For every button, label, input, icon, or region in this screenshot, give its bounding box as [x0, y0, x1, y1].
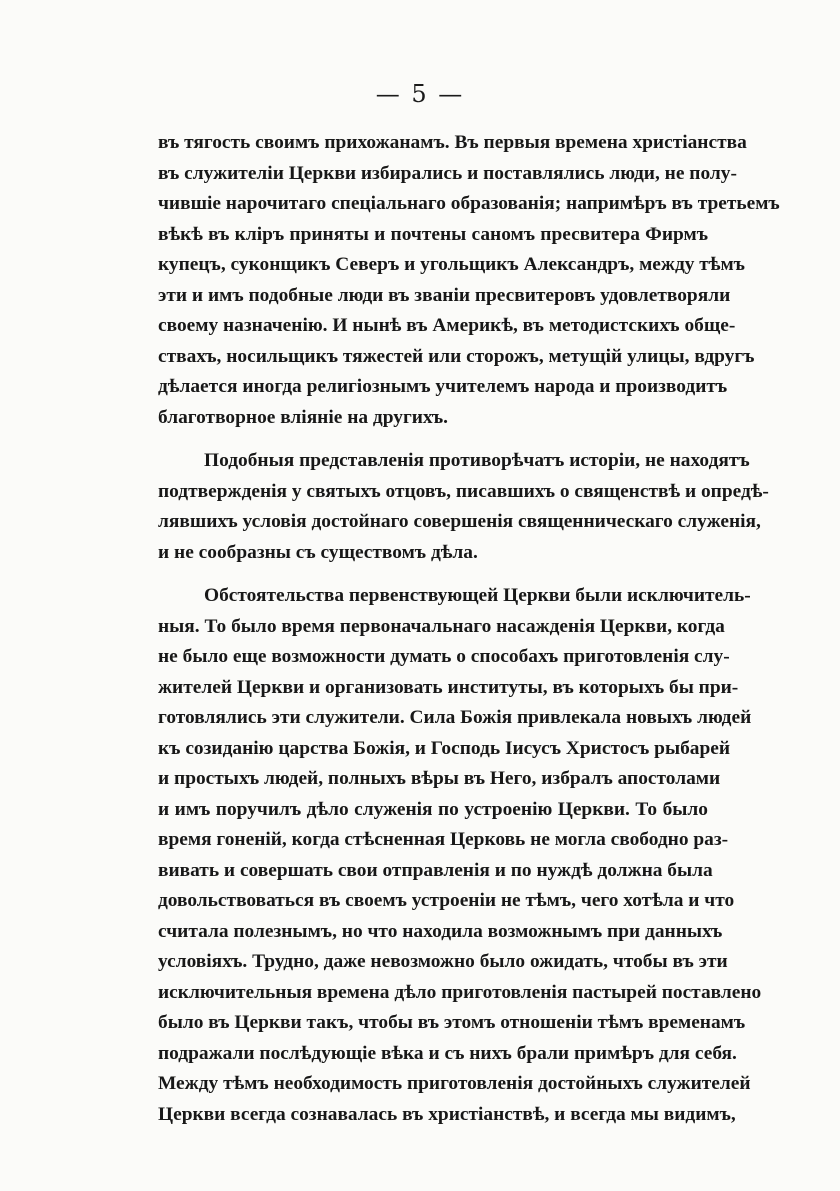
paragraph — [158, 581, 762, 1130]
text-line: дѣлается иногда религіознымъ учителемъ народа и производитъ — [158, 376, 728, 397]
text-line: купецъ, суконщикъ Северъ и угольщикъ Александръ, между тѣмъ — [158, 254, 745, 275]
text-line: въ тягость своимъ прихожанамъ. Въ первыя времена христіанства — [158, 132, 747, 153]
text-line: ныя. То было время первоначальнаго насажденія Церкви, когда — [158, 615, 725, 637]
page-number: — 5 — — [375, 80, 465, 108]
text-line: своему назначенію. И нынѣ въ Америкѣ, въ методистскихъ обще- — [158, 315, 736, 336]
text-line: довольствоваться въ своемъ устроеніи не тѣмъ, чего хотѣла и что — [158, 890, 735, 911]
text-line: подтвержденія у святыхъ отцовъ, писавшихъ о священствѣ и опредѣ- — [158, 480, 769, 502]
text-line: вѣкѣ въ кліръ приняты и почтены саномъ пресвитера Фирмъ — [158, 223, 708, 245]
text-line: не было еще возможности думать о способахъ приготовленія слу- — [158, 646, 730, 667]
text-line: эти и имъ подобные люди въ званіи пресвитеровъ удовлетворяли — [158, 284, 731, 306]
text-line: вивать и совершать свои отправленія и по нуждѣ должна была — [158, 859, 713, 881]
text-line: ствахъ, носильщикъ тяжестей или сторожъ, метущій улицы, вдругъ — [158, 345, 755, 367]
text-line: и простыхъ людей, полныхъ вѣры въ Него, избралъ апостолами — [158, 768, 721, 789]
text-line: чившіе нарочитаго спеціальнаго образованія; напримѣръ въ третьемъ — [158, 193, 780, 214]
text-line: жителей Церкви и организовать институты, въ которыхъ бы при- — [158, 676, 739, 698]
text-line: Между тѣмъ необходимость приготовленія достойныхъ служителей — [158, 1073, 751, 1094]
text-line: исключительныя времена дѣло приготовленія пастырей поставлено — [158, 981, 762, 1003]
text-line: къ созиданію царства Божія, и Господь Іисусъ Христосъ рыбарей — [158, 737, 731, 759]
page-body — [158, 128, 780, 1130]
text-line: и имъ поручилъ дѣло служенія по устроенію Церкви. То было — [158, 798, 708, 820]
text-line: Церкви всегда сознавалась въ христіанствѣ, и всегда мы видимъ, — [158, 1103, 736, 1125]
text-line: Подобныя представленія противорѣчатъ исторіи, не находятъ — [204, 450, 750, 471]
text-line: было въ Церкви такъ, чтобы въ этомъ отношеніи тѣмъ временамъ — [158, 1012, 746, 1033]
text-line: лявшихъ условія достойнаго совершенія священническаго служенія, — [158, 511, 761, 532]
paragraph — [158, 128, 780, 433]
text-line: считала полезнымъ, но что находила возможнымъ при данныхъ — [158, 920, 723, 942]
text-line: готовлялись эти служители. Сила Божія привлекала новыхъ людей — [158, 707, 752, 728]
text-line: условіяхъ. Трудно, даже невозможно было ожидать, чтобы въ эти — [158, 951, 728, 972]
paragraph — [158, 446, 769, 568]
text-line: въ служителіи Церкви избирались и поставлялись люди, не полу- — [158, 162, 737, 184]
text-line: благотворное вліяніе на другихъ. — [158, 406, 449, 428]
text-line: подражали послѣдующіе вѣка и съ нихъ брали примѣръ для себя. — [158, 1042, 737, 1064]
text-line: Обстоятельства первенствующей Церкви были исключитель- — [204, 585, 751, 606]
text-line: время гоненій, когда стѣсненная Церковь не могла свободно раз- — [158, 829, 729, 850]
text-line: и не сообразны съ существомъ дѣла. — [158, 541, 478, 563]
